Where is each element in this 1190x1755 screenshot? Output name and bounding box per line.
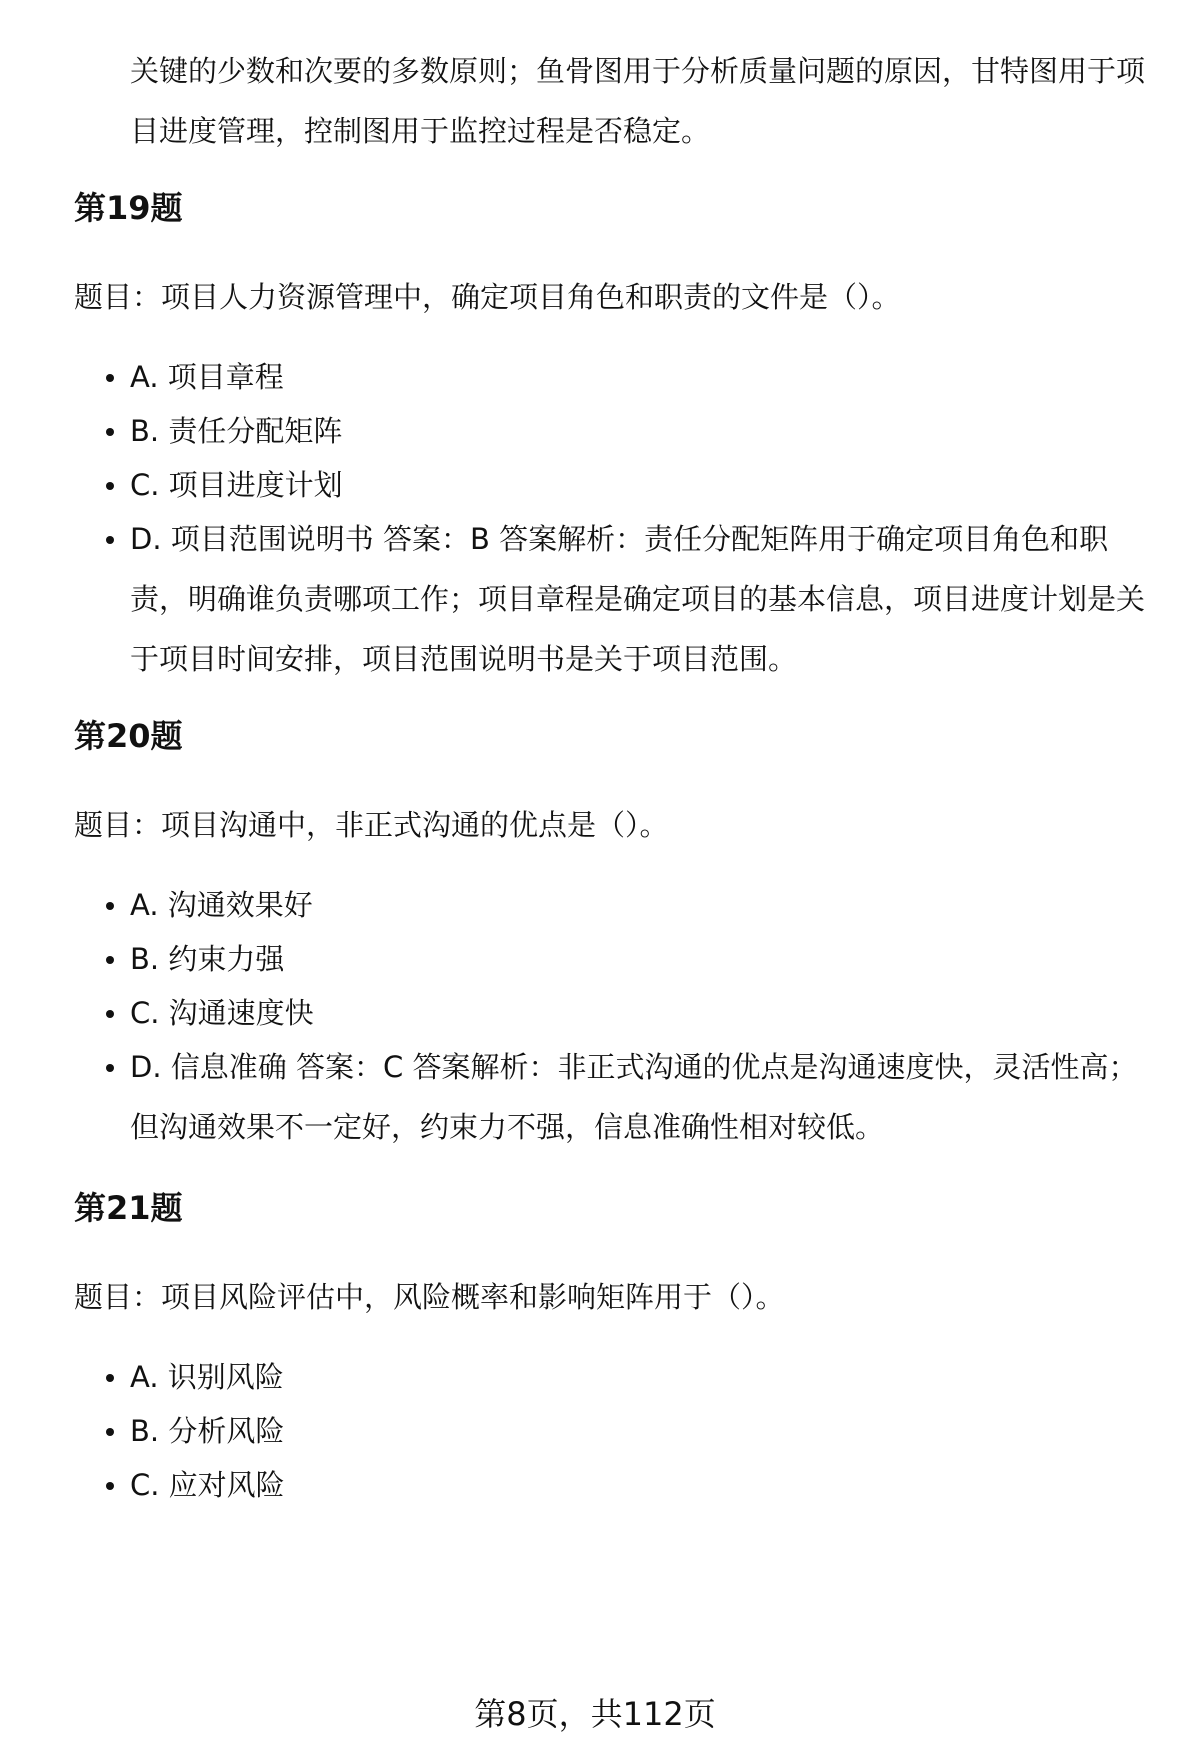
continued-explanation: 关键的少数和次要的多数原则；鱼骨图用于分析质量问题的原因，甘特图用于项目进度管理，控制图用于监控过程是否稳定。 [130, 54, 1146, 148]
question-19-option-c: C. 项目进度计划 [130, 455, 1160, 515]
question-20-option-a: A. 沟通效果好 [130, 875, 1160, 935]
question-21-heading: 第21题 [74, 1189, 183, 1227]
question-20-text: 题目：项目沟通中，非正式沟通的优点是（）。 [74, 808, 669, 842]
question-21-option-b: B. 分析风险 [130, 1401, 1160, 1461]
question-19-heading: 第19题 [74, 189, 183, 227]
question-20-option-c: C. 沟通速度快 [130, 983, 1160, 1043]
question-21-text: 题目：项目风险评估中，风险概率和影响矩阵用于（）。 [74, 1280, 785, 1314]
page-number-footer: 第8页，共112页 [474, 1695, 716, 1733]
question-19-text: 题目：项目人力资源管理中，确定项目角色和职责的文件是（）。 [74, 280, 901, 314]
question-19-option-d-answer: D. 项目范围说明书 答案：B 答案解析：责任分配矩阵用于确定项目角色和职责，明确谁负责哪项工作；项目章程是确定项目的基本信息，项目进度计划是关于项目时间安排，项目范围说明书是关于项目范围。 [130, 509, 1160, 689]
question-20-heading: 第20题 [74, 717, 183, 755]
question-19-option-b: B. 责任分配矩阵 [130, 401, 1160, 461]
question-21-option-a: A. 识别风险 [130, 1347, 1160, 1407]
question-19-option-a: A. 项目章程 [130, 347, 1160, 407]
question-21-option-c: C. 应对风险 [130, 1455, 1160, 1515]
question-20-option-d-answer: D. 信息准确 答案：C 答案解析：非正式沟通的优点是沟通速度快，灵活性高；但沟通效果不一定好，约束力不强，信息准确性相对较低。 [130, 1037, 1160, 1157]
question-20-option-b: B. 约束力强 [130, 929, 1160, 989]
